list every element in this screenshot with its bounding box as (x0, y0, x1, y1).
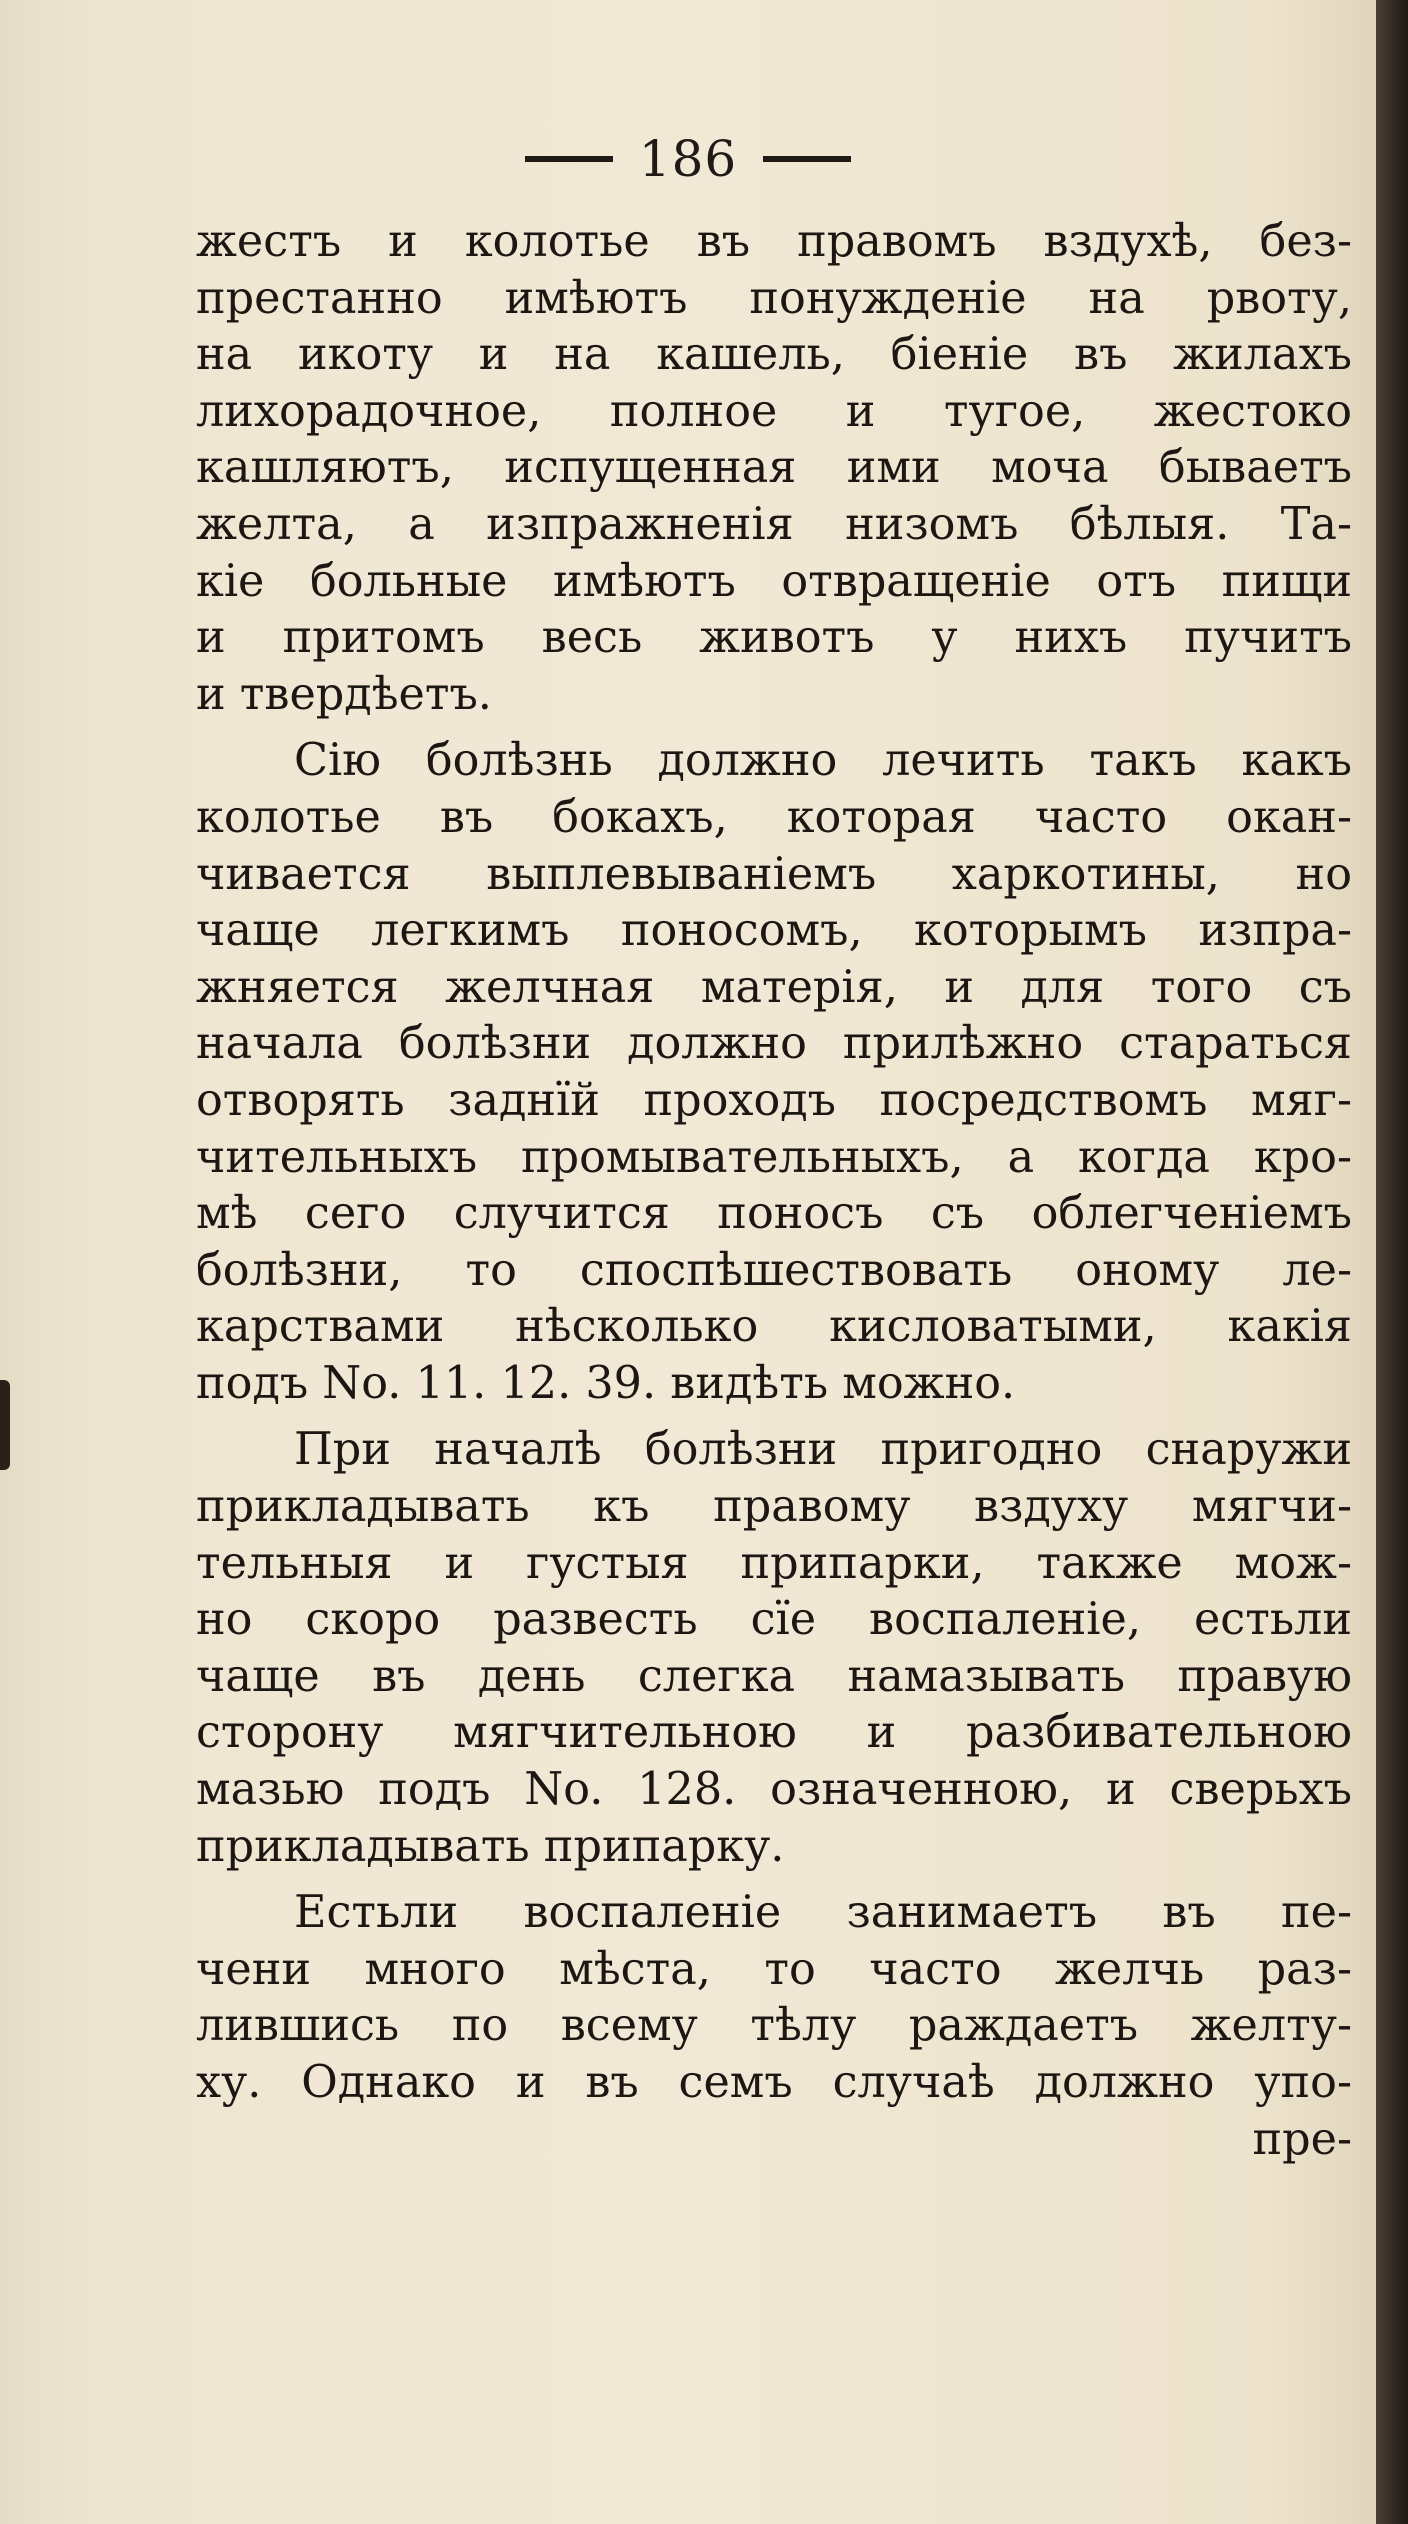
text-line: лихорадочное, полное и тугое, жестоко (196, 385, 1352, 437)
text-line: мазью подъ No. 128. означенною, и сверьхъ (196, 1764, 1352, 1816)
text-line: сторону мягчительною и разбивательною (196, 1707, 1352, 1759)
text-line: чаще въ день слегка намазывать правую (196, 1650, 1352, 1702)
text-line: на икоту и на кашель, біеніе въ жилахъ (196, 329, 1352, 381)
text-line: тельныя и густыя припарки, также мож- (196, 1537, 1352, 1589)
body-text (196, 214, 1352, 2178)
text-line: престанно имѣютъ понужденіе на рвоту, (196, 272, 1352, 324)
text-line: чительныхъ промывательныхъ, а когда кро- (196, 1131, 1352, 1183)
catchword: пре- (1252, 2113, 1352, 2165)
text-line: При началѣ болѣзни пригодно снаружи (294, 1424, 1352, 1476)
page-header (0, 130, 1376, 188)
text-line: болѣзни, то споспѣшествовать оному ле- (196, 1244, 1352, 1296)
text-line: и твердѣетъ. (196, 668, 492, 720)
text-line: чаще легкимъ поносомъ, которымъ изпра- (196, 905, 1352, 957)
text-line: карствами нѣсколько кисловатыми, какія (196, 1301, 1352, 1353)
text-line: подъ No. 11. 12. 39. видѣть можно. (196, 1357, 1016, 1409)
text-line: и притомъ весь животъ у нихъ пучитъ (196, 612, 1352, 664)
text-line: отворять заднїй проходъ посредствомъ мяг- (196, 1074, 1352, 1126)
header-dash-left (525, 156, 613, 162)
text-line: кіе больные имѣютъ отвращеніе отъ пищи (196, 555, 1352, 607)
text-line: но скоро развесть сїе воспаленіе, естьли (196, 1594, 1352, 1646)
text-line: прикладывать припарку. (196, 1820, 785, 1872)
paragraph-1 (196, 214, 1352, 723)
text-line: начала болѣзни должно прилѣжно стараться (196, 1018, 1352, 1070)
text-line: лившись по всему тѣлу раждаетъ желту- (196, 2000, 1352, 2052)
paragraph-2 (196, 733, 1352, 1412)
text-line: чивается выплевываніемъ харкотины, но (196, 848, 1352, 900)
text-line: колотье въ бокахъ, которая часто окан- (196, 791, 1352, 843)
binding-mark (0, 1380, 10, 1470)
paragraph-3 (196, 1422, 1352, 1875)
text-line: желта, а изпражненія низомъ бѣлыя. Та- (196, 498, 1352, 550)
header-dash-right (763, 156, 851, 162)
text-line: жняется желчная матерія, и для того съ (196, 961, 1352, 1013)
text-line: жестъ и колотье въ правомъ вздухѣ, без- (196, 216, 1352, 267)
text-line: Естьли воспаленіе занимаетъ въ пе- (294, 1887, 1352, 1939)
page-edge-shadow (1376, 0, 1408, 2524)
paragraph-4 (196, 1885, 1352, 2168)
text-line: Сію болѣзнь должно лечить такъ какъ (294, 735, 1352, 787)
text-line: кашляютъ, испущенная ими моча бываетъ (196, 442, 1352, 494)
text-line: прикладывать къ правому вздуху мягчи- (196, 1481, 1352, 1533)
page-number: 186 (638, 130, 738, 188)
text-line: мѣ сего случится поносъ съ облегченіемъ (196, 1188, 1352, 1240)
text-line: чени много мѣста, то часто желчь раз- (196, 1943, 1352, 1995)
text-line: ху. Однако и въ семъ случаѣ должно упо- (196, 2057, 1352, 2108)
